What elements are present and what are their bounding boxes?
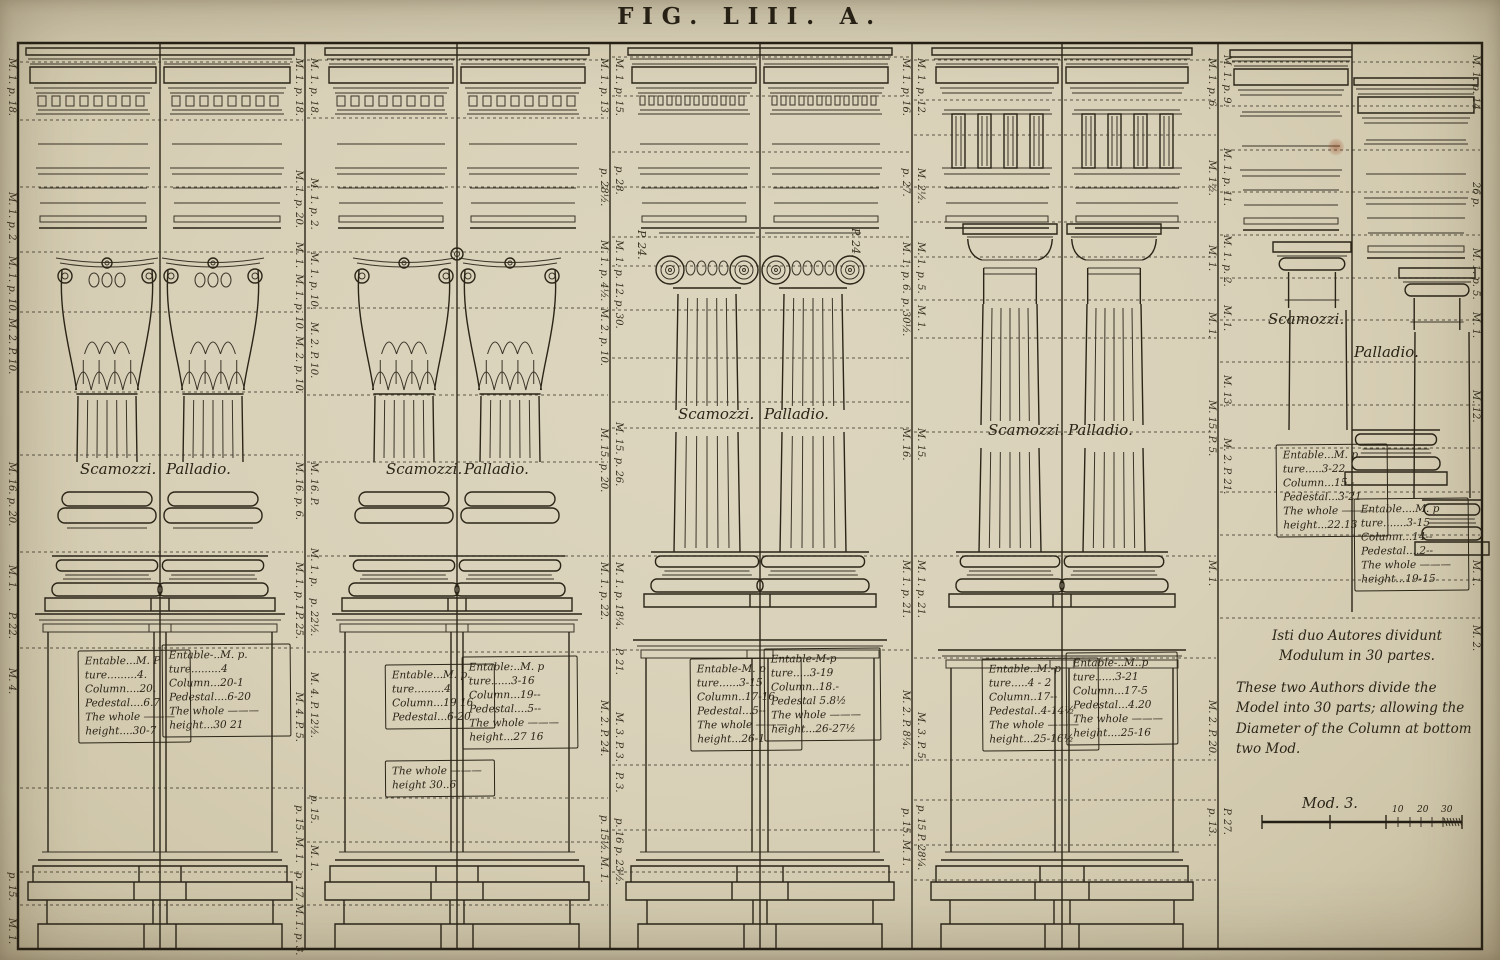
stat-line: The whole ——— <box>391 764 482 778</box>
stat-line: The whole ——— <box>469 716 560 730</box>
margin-annotation: M. 1. p. 2. <box>308 178 319 230</box>
margin-annotation: p. 13. <box>1206 808 1217 837</box>
margin-annotation: M. 1. p. 12. <box>915 58 926 116</box>
stat-line: height 30..6 <box>392 778 457 792</box>
stat-line: Pedestal....2-- <box>1361 544 1434 558</box>
stat-line: height....30-7 <box>85 725 157 738</box>
margin-annotation: M. 1. <box>1206 245 1217 272</box>
stat-line: ture......3-16 <box>468 674 535 688</box>
margin-annotation: p. 15 P. 28¼. <box>915 805 926 871</box>
margin-annotation: M. 1. p. 10. <box>308 252 319 310</box>
stat-line: ture.........4 <box>168 663 228 676</box>
margin-annotation: M. 1. p. 5. <box>1470 248 1481 300</box>
stat-line: Column...14-- <box>1360 530 1433 544</box>
margin-annotation: M. 1. p. 15. <box>613 58 624 116</box>
stat-line: Column...15.- <box>1282 476 1355 490</box>
margin-annotation: M. 1. p. 16. <box>900 58 911 116</box>
margin-annotation: M. 4. <box>6 668 17 695</box>
stat-line: Pedestal...5-- <box>697 705 766 718</box>
margin-annotation: M. 1. p. 9. <box>1221 55 1232 107</box>
margin-annotation: M. 1. <box>1206 312 1217 339</box>
stat-line: Column..17-16 <box>696 690 776 704</box>
margin-annotation: M. 12. <box>1470 390 1481 423</box>
margin-annotation: M. 1. p. 4½. <box>598 240 609 302</box>
margin-annotation: M. 1. p. 18. <box>308 58 319 116</box>
margin-annotation: M. 1. p. 18¼. <box>613 562 624 630</box>
stat-line: The whole ——— <box>1283 504 1374 518</box>
stat-line: Entable..M.-p <box>988 662 1061 676</box>
stat-line: Entable:..M. p <box>468 660 545 674</box>
margin-annotation: M. 2. P. 8¼. <box>900 690 911 750</box>
stat-line: Column..17-- <box>988 690 1058 704</box>
margin-annotation: M. 1. p. 18. <box>293 58 304 116</box>
stat-line: ture......3-21 <box>1072 670 1139 684</box>
margin-annotation: M. 13. <box>1221 375 1232 408</box>
stat-line: Pedestal....6.7 <box>85 696 161 710</box>
english-note-line: These two Authors divide the <box>1236 680 1437 696</box>
stat-line: ture.....3-22 <box>1282 462 1346 476</box>
page-title: FIG. LIII. A. <box>617 3 883 30</box>
stat-line: Entable....M. p <box>1360 502 1440 516</box>
stat-line: height....25-16 <box>1073 727 1152 740</box>
margin-annotation: P. 27. <box>1221 808 1232 835</box>
english-note-line: two Mod. <box>1236 740 1301 757</box>
stat-line: height...30 21 <box>169 719 244 732</box>
stat-line: The whole ——— <box>697 718 788 732</box>
stat-line: Pedestal 5.8½ <box>771 694 847 708</box>
stat-block-sc_cor_h <box>385 760 495 798</box>
stat-line: Pedestal...4.20 <box>1073 698 1152 712</box>
latin-note <box>1238 626 1476 667</box>
margin-annotation: P. 3. <box>613 772 624 793</box>
label-palladio-ionic: Palladio. <box>764 405 829 423</box>
stat-line: ture.........4 <box>391 682 451 696</box>
margin-annotation: M. 1. <box>1470 312 1481 339</box>
margin-annotation: M. 16. p. 20. <box>6 462 17 527</box>
stat-line: Pedestal..4-14½ <box>989 704 1075 718</box>
stat-block-pa_dor <box>1066 652 1179 746</box>
stat-line: Column..18.- <box>770 680 840 694</box>
margin-annotation: M. 1. p. 1. <box>293 562 304 614</box>
margin-annotation: M. 1. <box>6 918 17 945</box>
stat-line: ture......3-15 <box>696 676 763 690</box>
margin-annotation: M. 15. P. 5. <box>1206 400 1217 457</box>
margin-annotation: M. 3. P. 3. <box>613 712 624 762</box>
scale-tick-label: 20 <box>1417 805 1429 815</box>
label-palladio-doric: Palladio. <box>1068 421 1133 439</box>
stat-block-pa_cor <box>462 655 579 749</box>
margin-annotation: P. 22. <box>6 612 17 639</box>
margin-annotation: M. 15. p. 26. <box>613 422 624 487</box>
margin-annotation: M. 1. <box>1206 560 1217 587</box>
stat-line: Entable...M. p. <box>391 668 471 682</box>
margin-annotation: M. 2. p. 10. <box>598 308 609 366</box>
margin-annotation: p. 15. <box>6 872 17 901</box>
margin-annotation: M. 2. p. 10. <box>293 336 304 394</box>
stat-line: Entable...M. p. <box>1282 448 1362 462</box>
margin-annotation: p. 30½. <box>900 298 911 337</box>
margin-annotation: M. 1. p. 14. <box>1470 55 1481 113</box>
stat-block-pa_tus <box>1354 498 1470 592</box>
margin-annotation: M. 1. p. 6. <box>900 242 911 294</box>
label-scamozzi-composite: Scamozzi. <box>80 460 157 478</box>
margin-annotation: M. 15. <box>915 428 926 461</box>
stat-line: height...26-27½ <box>771 723 856 736</box>
margin-annotation: M. 1. <box>915 305 926 332</box>
margin-annotation: M. 1. p. 18. <box>6 58 17 116</box>
margin-annotation: M. 4. P. 5. <box>293 692 304 742</box>
margin-annotation: p. 30. <box>613 300 624 329</box>
stat-line: height...22.13 <box>1283 519 1358 532</box>
stat-block-pa_ion <box>764 647 882 741</box>
stat-line: ture.....4 - 2 <box>988 676 1052 690</box>
stat-line: Pedestal...6-20 <box>392 710 471 724</box>
stat-line: Entable-M-p <box>770 652 837 666</box>
label-scamozzi-corinthian: Scamozzi. <box>386 460 463 478</box>
stat-line: Column...19 16 <box>392 696 474 710</box>
stat-line: Pedestal...3-21 <box>1283 490 1362 504</box>
margin-annotation: p. 22½. <box>308 598 319 637</box>
margin-annotation: M. 1. p. 2. <box>1221 235 1232 287</box>
margin-annotation: M. 1. p. 5. <box>915 242 926 294</box>
margin-annotation: M. 2. P. 10. <box>308 322 319 379</box>
label-scamozzi-tuscan: Scamozzi. <box>1268 310 1345 328</box>
ionic-capital-note: P. 24. <box>849 228 862 258</box>
ionic-capital-note: P. 24. <box>635 230 648 260</box>
stat-line: ture.......3-15 <box>1360 516 1431 530</box>
stat-line: The whole ——— <box>1073 712 1164 726</box>
margin-annotation: p. 15. M. 1. <box>293 805 304 863</box>
latin-note-line: Modulum in 30 partes. <box>1279 648 1435 665</box>
margin-annotation: p. 28. <box>613 166 624 195</box>
margin-annotation: p. 27. <box>900 168 911 197</box>
stat-line: The whole ——— <box>989 718 1080 732</box>
rust-stain <box>1328 138 1344 156</box>
stat-line: Pedestal....5-- <box>469 703 542 716</box>
margin-annotation: M. 1. p. 6. <box>1206 58 1217 110</box>
margin-annotation: p. 15. M. 1. <box>900 808 911 866</box>
margin-annotation: M. 1. p. 13. <box>598 58 609 116</box>
stat-line: The whole ——— <box>1361 558 1452 572</box>
margin-annotation: M. 1. p. 21. <box>915 560 926 618</box>
stat-line: height...19-15 <box>1361 573 1436 586</box>
margin-annotation: 26 p. <box>1470 182 1481 208</box>
margin-annotation: P. 25. <box>293 612 304 639</box>
margin-annotation: M. 1. p. 11. <box>1221 148 1232 206</box>
margin-annotation: p. 16 p. 23½. <box>613 818 624 886</box>
stat-line: height...25-16½ <box>989 733 1074 746</box>
stat-block-pa_comp <box>162 643 292 737</box>
stat-line: ture.........4. <box>84 668 148 682</box>
margin-annotation: P. 21. <box>613 648 624 675</box>
margin-annotation: M. 15. p. 20. <box>598 428 609 493</box>
stat-line: Column....20. <box>84 682 157 696</box>
margin-annotation: M. 1. p. <box>308 548 319 587</box>
margin-annotation: M. 4. P. 12½. <box>308 672 319 738</box>
margin-annotation: M. 1. p. 22. <box>598 562 609 620</box>
margin-annotation: M. 16. P. <box>308 462 319 506</box>
stat-line: The whole ——— <box>771 708 862 722</box>
english-note-line: Model into 30 parts; allowing the <box>1236 700 1465 717</box>
margin-annotation: M. 2½. <box>915 168 926 204</box>
margin-annotation: M. 1. <box>308 845 319 872</box>
margin-annotation: p. 15½. M. 1. <box>598 815 609 883</box>
margin-annotation: M. 2. P. 24. <box>598 700 609 757</box>
stat-line: Entable-M. p <box>696 662 766 676</box>
stat-line: height...26-1 <box>697 733 765 746</box>
margin-annotation: M. 1. p. 2. <box>6 192 17 244</box>
margin-annotation: M. 1. p. 20. <box>293 170 304 228</box>
stat-line: The whole ——— <box>169 704 260 718</box>
english-note <box>1236 678 1472 759</box>
margin-annotation: M. 1. <box>6 565 17 592</box>
stat-line: Entable-..M. p. <box>168 648 248 662</box>
margin-annotation: M. 2. <box>1470 625 1481 652</box>
stat-line: Column...20-1 <box>168 676 244 690</box>
margin-annotation: M. 2. P. 21. <box>1221 438 1232 495</box>
margin-annotation: M. 1. p. 12. <box>613 240 624 298</box>
margin-annotation: M. 1. <box>1221 305 1232 332</box>
stat-line: Column...17-5 <box>1072 684 1148 698</box>
engraved-line-work <box>26 43 1489 949</box>
stat-line: height...27 16 <box>469 731 544 744</box>
margin-annotation: M. 1. <box>1470 560 1481 587</box>
stat-line: Entable...M. P <box>84 654 161 668</box>
label-scamozzi-ionic: Scamozzi. <box>678 405 755 423</box>
margin-annotation: p. 17. M. 1. p. 3. <box>293 872 304 956</box>
stat-line: The whole ——— <box>85 710 176 724</box>
engraved-line-work <box>18 43 1482 949</box>
margin-annotation: M. 1. p. 10. <box>6 256 17 314</box>
stat-line: Pedestal....6-20 <box>169 690 252 704</box>
stat-line: Column...19-- <box>468 688 541 702</box>
margin-annotation: M. 1. <box>293 242 304 269</box>
margin-annotation: p. 28½. <box>598 168 609 207</box>
margin-annotation: M. 2. P. 20. <box>1206 700 1217 757</box>
margin-annotation: M. 1. p. 21. <box>900 560 911 618</box>
label-palladio-composite: Palladio. <box>166 460 231 478</box>
scale-tick-label: 10 <box>1392 805 1404 815</box>
margin-annotation: M. 16. p. 6. <box>293 462 304 520</box>
stat-line: Entable-..M..p <box>1072 656 1149 670</box>
stat-line: ture.....3-19 <box>770 666 834 680</box>
scale-tick-label: 30 <box>1441 805 1453 815</box>
scale-label: Mod. 3. <box>1302 796 1358 812</box>
margin-annotation: M. 16. <box>900 428 911 461</box>
margin-annotation: M. 1. p. 10. <box>293 274 304 332</box>
margin-annotation: p. 15. <box>308 795 319 824</box>
dashed-measure-lines <box>20 57 1480 905</box>
margin-annotation: M. 1½. <box>1206 160 1217 196</box>
label-scamozzi-doric: Scamozzi. <box>988 421 1065 439</box>
margin-annotation: M. 3. P. 5. <box>915 712 926 762</box>
margin-annotation: M. 2. P. 10. <box>6 318 17 375</box>
latin-note-line: Isti duo Autores dividunt <box>1271 628 1443 644</box>
label-palladio-tuscan: Palladio. <box>1354 343 1419 361</box>
label-palladio-corinthian: Palladio. <box>464 460 529 478</box>
english-note-line: Diameter of the Column at bottom <box>1236 720 1472 737</box>
